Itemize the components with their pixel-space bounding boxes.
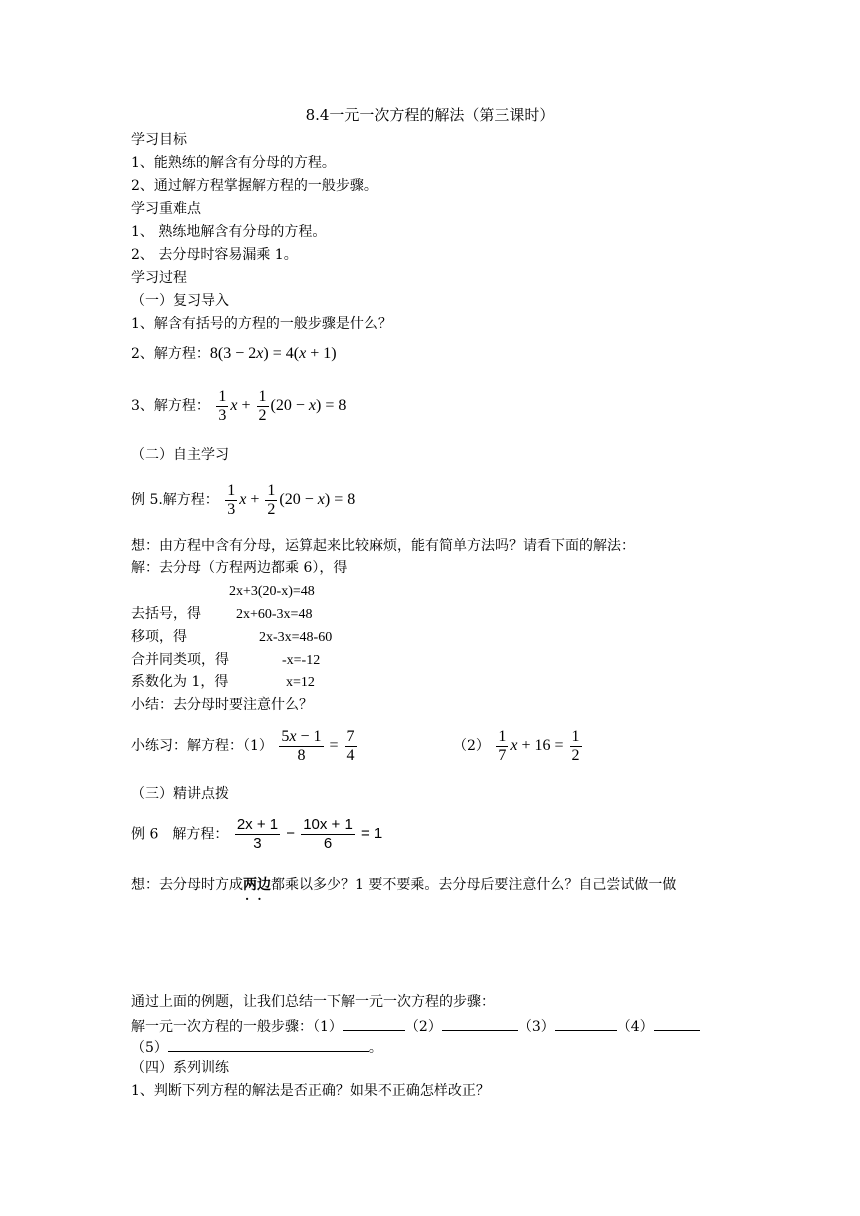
example-5-equation: $\frac{1}{3}$ x + $\frac{1}{2}$ (20 − x) = 8	[227, 482, 356, 518]
example-6	[131, 816, 382, 853]
key-heading: 学习重难点	[131, 201, 201, 217]
think-1: 想：由方程中含有分母，运算起来比较麻烦，能有简单方法吗？请看下面的解法：	[131, 538, 635, 554]
practice-1-equation: $\frac{5x - 1}{8}$ = $\frac{7}{4}$	[281, 728, 355, 764]
steps-line	[131, 1016, 700, 1036]
question-3-equation: $\frac{1}{3}$ x + $\frac{1}{2}$ (20 − x) = 8	[218, 388, 347, 424]
question-1: 1、解含有括号的方程的一般步骤是什么？	[131, 316, 392, 332]
steps-5: （5）	[131, 1040, 168, 1056]
key-2: 2、 去分母时容易漏乘 1。	[131, 247, 298, 263]
steps-2: （2）	[404, 1019, 442, 1035]
blank-3[interactable]	[555, 1016, 617, 1031]
step-4-equation: x=12	[286, 675, 315, 690]
steps-3: （3）	[517, 1019, 555, 1035]
steps-label: 解一元一次方程的一般步骤：（1）	[131, 1019, 343, 1035]
steps-line-2	[131, 1037, 383, 1057]
step-3-equation: -x=-12	[282, 653, 321, 668]
practice	[131, 728, 359, 765]
think-2-text-a: 想：去分母时方成	[131, 877, 243, 893]
part-1-heading: （一）复习导入	[131, 293, 229, 309]
goals-heading: 学习目标	[131, 132, 187, 148]
solution-label: 解：去分母（方程两边都乘 6），得	[131, 560, 348, 576]
training-1: 1、判断下列方程的解法是否正确？如果不正确怎样改正？	[131, 1083, 490, 1099]
steps-4: （4）	[616, 1019, 654, 1035]
part-2-heading: （二）自主学习	[131, 447, 229, 463]
part-4-heading: （四）系列训练	[131, 1060, 229, 1076]
practice-2-equation: $\frac{1}{7}$ x + 16 = $\frac{1}{2}$	[498, 728, 580, 764]
question-2	[131, 345, 337, 363]
example-6-label: 例 6 解方程：	[131, 826, 229, 843]
summary-1: 小结：去分母时要注意什么？	[131, 697, 313, 713]
process-heading: 学习过程	[131, 270, 187, 286]
part-3-heading: （三）精讲点拨	[131, 786, 229, 802]
steps-5-end: 。	[368, 1040, 383, 1056]
example-5-label: 例 5.解方程：	[131, 492, 219, 509]
blank-4[interactable]	[654, 1016, 700, 1031]
think-2-text-c: 都乘以多少？1 要不要乘。去分母后要注意什么？自己尝试做一做	[271, 877, 677, 893]
example-5	[131, 482, 355, 519]
question-3	[131, 388, 346, 425]
step-2-label: 移项，得	[131, 629, 187, 645]
step-1-equation: 2x+60-3x=48	[236, 607, 313, 622]
goal-2: 2、通过解方程掌握解方程的一般步骤。	[131, 178, 378, 194]
practice-2	[453, 728, 584, 765]
goal-1: 1、能熟练的解含有分母的方程。	[131, 155, 336, 171]
practice-2-label: （2）	[453, 738, 490, 755]
step-4-label: 系数化为 1，得	[131, 674, 229, 690]
step-1-label: 去括号，得	[131, 606, 201, 622]
summary-2: 通过上面的例题，让我们总结一下解一元一次方程的步骤：	[131, 994, 495, 1010]
key-1: 1、 熟练地解含有分母的方程。	[131, 224, 327, 240]
blank-1[interactable]	[343, 1016, 405, 1031]
blank-5[interactable]	[168, 1037, 369, 1052]
blank-2[interactable]	[442, 1016, 518, 1031]
practice-label: 小练习：解方程：（1）	[131, 738, 273, 755]
solution-step-0: 2x+3(20-x)=48	[229, 584, 315, 599]
think-2	[131, 876, 676, 894]
think-2-emphasis: 两边 · ·	[243, 877, 271, 893]
step-3-label: 合并同类项，得	[131, 652, 229, 668]
question-2-label: 2、解方程：	[131, 346, 210, 362]
question-2-equation: 8(3 − 2x) = 4(x + 1)	[209, 345, 337, 362]
step-2-equation: 2x-3x=48-60	[259, 630, 333, 645]
page-title: 8.4一元一次方程的解法（第三课时）	[305, 106, 555, 124]
example-6-equation: $\frac{2x + 1}{3}$ − $\frac{10x + 1}{6}$ = 1	[236, 816, 383, 852]
question-3-label: 3、解方程：	[131, 398, 210, 415]
